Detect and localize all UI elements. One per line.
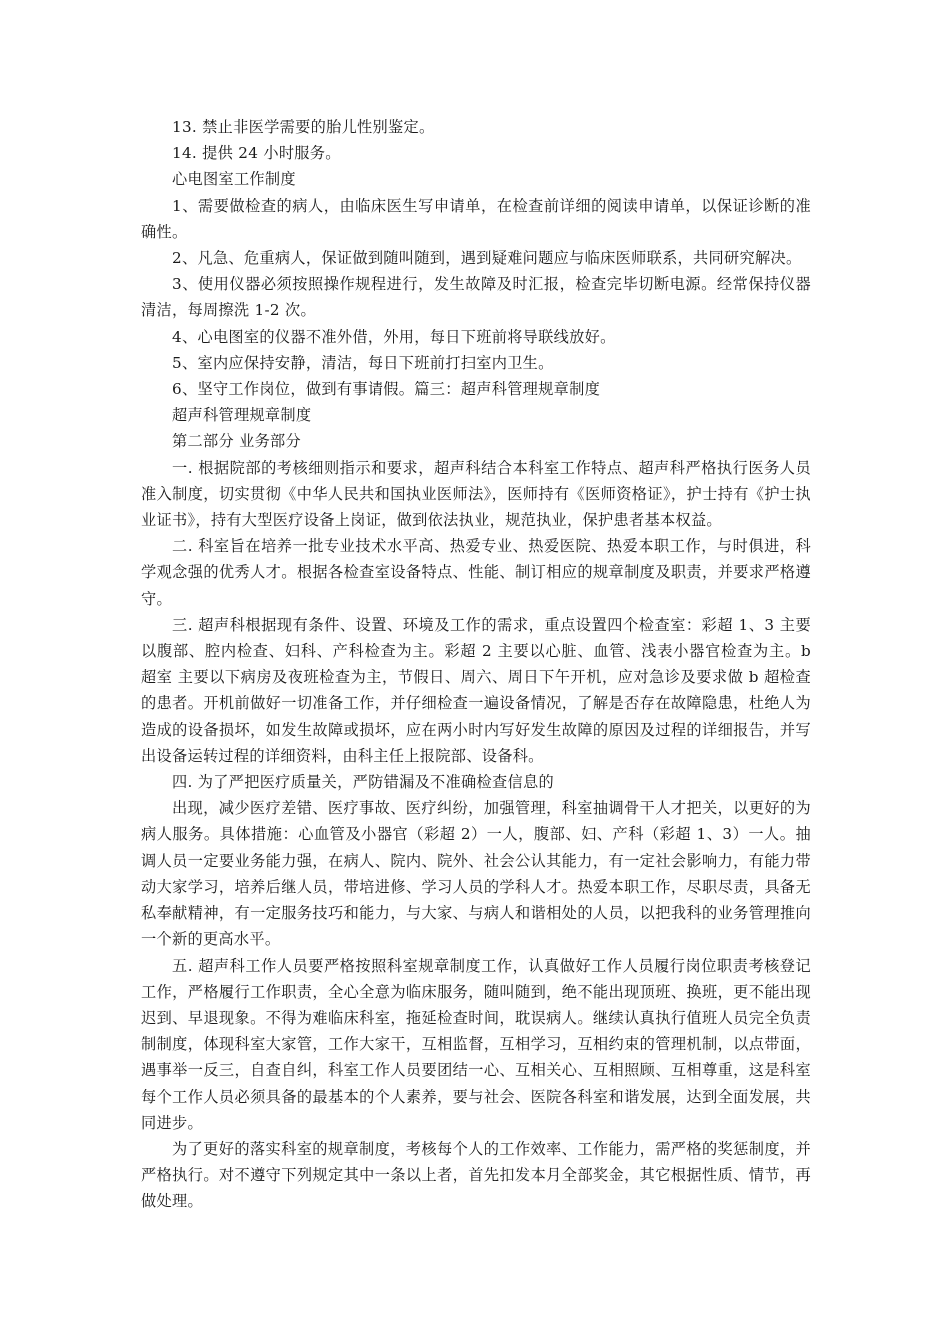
paragraph-ultrasound-1: 一. 根据院部的考核细则指示和要求，超声科结合本科室工作特点、超声科严格执行医务人员准入制度，切实贯彻《中华人民共和国执业医师法》，医师持有《医师资格证》，护士持有《护士执业证书》，持有大型医疗设备上岗证，做到依法执业，规范执业，保护患者基本权益。 [141,458,811,530]
section-heading-part-two: 第二部分 业务部分 [172,432,302,451]
paragraph-ultrasound-3: 三. 超声科根据现有条件、设置、环境及工作的需求，重点设置四个检查室：彩超 1、3 主要以腹部、腔内检查、妇科、产科检查为主。彩超 2 主要以心脏、血管、浅表小器官检查为主。b 超室 主要以下病房及夜班检查为主，节假日、周六、周日下午开机，应对急诊及要求做 b 超检查的患者。开机前做好一切准备工作，并仔细检查一遍设备情况，了解是否存在故障隐患，杜绝人为造成的设备损坏，如发生故障或损坏，应在两小时内写好发生故障的原因及过程的详细报告，并写出设备运转过程的详细资料，由科主任上报院部、设备科。 [141,615,811,765]
paragraph-ecg-rule-6: 6、坚守工作岗位，做到有事请假。篇三：超声科管理规章制度 [172,380,601,399]
paragraph-ecg-rule-1: 1、需要做检查的病人，由临床医生写申请单，在检查前详细的阅读申请单，以保证诊断的准确性。 [141,196,811,241]
paragraph-item-14: 14. 提供 24 小时服务。 [172,144,341,163]
paragraph-ecg-rule-3: 3、使用仪器必须按照操作规程进行，发生故障及时汇报，检查完毕切断电源。经常保持仪器清洁，每周擦洗 1-2 次。 [141,275,811,320]
paragraph-ecg-rule-5: 5、室内应保持安静，清洁，每日下班前打扫室内卫生。 [172,353,554,372]
paragraph-ecg-rule-2: 2、凡急、危重病人，保证做到随叫随到，遇到疑难问题应与临床医师联系，共同研究解决。 [172,249,802,268]
document-body [141,114,811,1215]
paragraph-ecg-rule-4: 4、心电图室的仪器不准外借，外用，每日下班前将导联线放好。 [172,327,616,346]
section-heading-ultrasound-rules: 超声科管理规章制度 [172,406,312,425]
paragraph-ultrasound-2: 二. 科室旨在培养一批专业技术水平高、热爱专业、热爱医院、热爱本职工作，与时俱进，科学观念强的优秀人才。根据各检查室设备特点、性能、制订相应的规章制度及职责，并要求严格遵守。 [141,537,811,608]
paragraph-reward-punishment: 为了更好的落实科室的规章制度，考核每个人的工作效率、工作能力，需严格的奖惩制度，并严格执行。对不遵守下列规定其中一条以上者，首先扣发本月全部奖金，其它根据性质、情节，再做处理。 [141,1139,811,1211]
paragraph-ultrasound-4-continued: 出现，减少医疗差错、医疗事故、医疗纠纷，加强管理，科室抽调骨干人才把关，以更好的为病人服务。具体措施：心血管及小器官（彩超 2）一人，腹部、妇、产科（彩超 1、3）一人。抽调人员一定要业务能力强，在病人、院内、院外、社会公认其能力，有一定社会影响力，有能力带动大家学习，培养后继人员，带培进修、学习人员的学科人才。热爱本职工作，尽职尽责，具备无私奉献精神，有一定服务技巧和能力，与大家、与病人和谐相处的人员，以把我科的业务管理推向一个新的更高水平。 [141,799,811,949]
paragraph-ultrasound-4: 四. 为了严把医疗质量关，严防错漏及不准确检查信息的 [172,773,554,792]
paragraph-ultrasound-5: 五. 超声科工作人员要严格按照科室规章制度工作，认真做好工作人员履行岗位职责考核登记工作，严格履行工作职责，全心全意为临床服务，随叫随到，绝不能出现顶班、换班，更不能出现迟到、早退现象。不得为难临床科室，拖延检查时间，耽误病人。继续认真执行值班人员完全负责制制度，体现科室大家管，工作大家干，互相监督，互相学习，互相约束的管理机制，以点带面，遇事举一反三，自查自纠，科室工作人员要团结一心、互相关心、互相照顾、互相尊重，这是科室每个工作人员必须具备的最基本的个人素养，要与社会、医院各科室和谐发展，达到全面发展，共同进步。 [141,956,811,1132]
section-heading-ecg-rules: 心电图室工作制度 [172,170,296,189]
paragraph-item-13: 13. 禁止非医学需要的胎儿性别鉴定。 [172,118,435,136]
